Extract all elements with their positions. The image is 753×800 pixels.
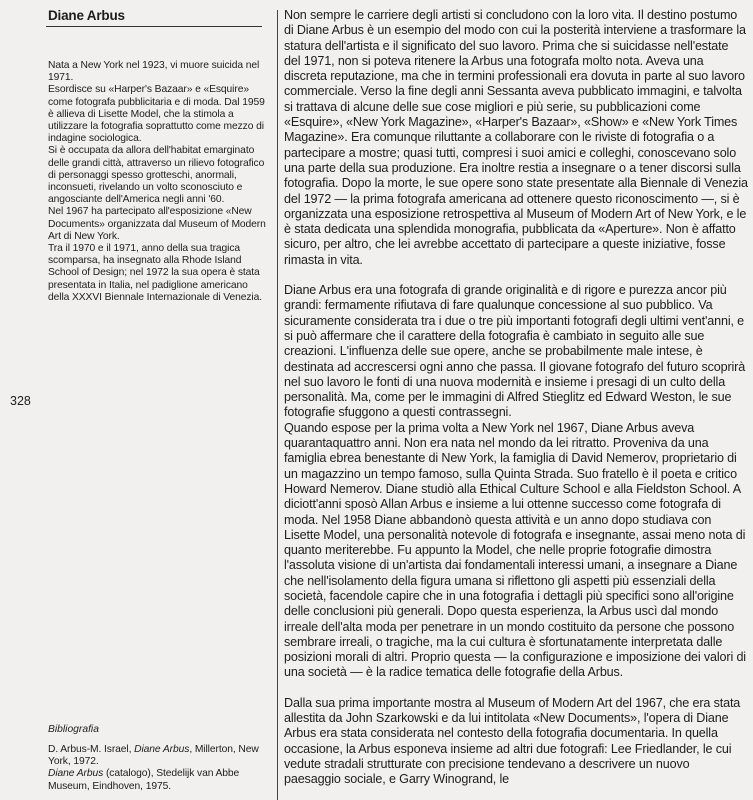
bibliography-list <box>48 744 270 793</box>
bibliography-entry-suffix: (catalogo), Stedelijk van Abbe Museum, Eindhoven, 1975. <box>48 768 240 792</box>
bibliography-entry-suffix: , Millerton, New York, 1972. <box>48 744 259 768</box>
biography-paragraph: Nel 1967 ha partecipato all'esposizione «New Documents» organizzata dal Museum of Modern Art di New York. <box>48 206 266 242</box>
bibliography-entry <box>48 768 270 792</box>
bibliography-entry-title: Diane Arbus <box>134 744 190 755</box>
biography-paragraph: Si è occupata da allora dell'habitat emarginato delle grandi città, attraverso un rilievo fotografico di personaggi spesso grotteschi, anormali, inconsueti, rivelando un volto sconosciuto e angosciante dell'America negli anni '60. <box>48 145 265 206</box>
bibliography-entry-title: Diane Arbus <box>48 768 104 780</box>
biography-paragraph: Nata a New York nel 1923, vi muore suicida nel 1971. <box>48 60 260 84</box>
biography-paragraph: Esordisce su «Harper's Bazaar» e «Esquire» come fotografa pubblicitaria e di moda. Dal 1959 è allieva di Lisette Model, che la stimola a utilizzare la fotografia soprattutto come mezzo di indagine sociologica. <box>48 84 265 145</box>
artist-name-title: Diane Arbus <box>48 8 125 23</box>
page-number: 328 <box>10 394 31 408</box>
title-underline <box>46 26 262 27</box>
column-divider <box>277 10 278 800</box>
bibliography-entry <box>48 744 270 768</box>
main-paragraph: Diane Arbus era una fotografa di grande originalità e di rigore e purezza ancor più grandi: fermamente rifiutava di fare qualunque concessione al suo pubblico. Va sicuramente considerata tra i due o tre più importanti fotografi degli ultimi vent'anni, e si può affermare che il carattere della fotografia è cambiato in seguito alle sue creazioni. L'influenza delle sue opere, anche se probabilmente male intese, è destinata ad accrescersi ogni anno che passa. Il giovane fotografo del futuro scoprirà nel suo lavoro le fonti di una nuova modernità e insieme i presagi di un culto della personalità. Ma, come per le immagini di Alfred Stieglitz ed Edward Weston, le sue fotografie sfuggono a questi contrassegni. <box>284 283 746 420</box>
biography-paragraph: Tra il 1970 e il 1971, anno della sua tragica scomparsa, ha insegnato alla Rhode Island School of Design; nel 1972 la sua opera è stata presentata in Italia, nel padiglione americano della XXXVI Biennale Internazionale di Venezia. <box>48 243 262 303</box>
main-paragraph: Non sempre le carriere degli artisti si concludono con la loro vita. Il destino postumo di Diane Arbus è un esempio del modo con cui la posterità interviene a trasformare la statura dell'artista e il significato del suo lavoro. Prima che si suicidasse nell'estate del 1971, non si poteva ritenere la Arbus una fotografa molto nota. Aveva una discreta reputazione, ma che in termini professionali era dovuta in parte al suo lavoro commerciale. Verso la fine degli anni Sessanta aveva pubblicato immagini, e talvolta si trattava di alcune delle sue cose migliori e più serie, su pubblicazioni come «Esquire», «New York Magazine», «Harper's Bazaar», «Show» e «New York Times Magazine». Era comunque riluttante a collaborare con le riviste di fotografia o a partecipare a mostre; quasi tutti, compresi i suoi amici e colleghi, conoscevano solo una parte della sua produzione. Era inoltre restia a insegnare o a tener discorsi sulla fotografia. Dopo la morte, le sue opere sono state presentate alla Biennale di Venezia del 1972 — la prima fotografa americana ad ottenere questo riconoscimento —, si è organizzata una esposizione retrospettiva al Museum of Modern Art of New York, e le è stata dedicata una splendida monografia, pubblicata da «Aperture». Non è affatto sicuro, per altro, che lei avrebbe accettato di partecipare a queste iniziative, fosse rimasta in vita. <box>284 8 748 267</box>
main-text-column <box>284 8 748 788</box>
main-paragraph: Dalla sua prima importante mostra al Museum of Modern Art del 1967, che era stata allestita da John Szarkowski e da lui intitolata «New Documents», l'opera di Diane Arbus era stata considerata nel contesto della fotografia documentaria. In quella occasione, la Arbus esponeva insieme ad altri due fotografi: Lee Friedlander, le cui vedute stradali strutturate con precisione tendevano a descrivere un nuovo paesaggio sociale, e Garry Winogrand, le <box>284 695 741 787</box>
biography-column <box>48 60 270 304</box>
bibliography-entry-prefix: D. Arbus-M. Israel, <box>48 744 135 755</box>
main-paragraph: Quando espose per la prima volta a New York nel 1967, Diane Arbus aveva quarantaquattro anni. Non era nata nel mondo da lei ritratto. Proveniva da una famiglia ebrea benestante di New York, la famiglia di David Nemerov, proprietario di un magazzino un tempo famoso, sulla Quinta Strada. Suo fratello è il poeta e critico Howard Nemerov. Diane studiò alla Ethical Culture School e alla Fieldston School. A diciott'anni sposò Allan Arbus e insieme a lui ottenne successo come fotografa di moda. Nel 1958 Diane abbandonò questa attività e un anno dopo studiava con Lisette Model, una personalità notevole di fotografa e insegnante, assai meno nota di quanto meriterebbe. Fu appunto la Model, che nelle proprie fotografie dimostra l'assoluta visione di un'artista dai fondamentali interessi umani, a insegnare a Diane che nell'isolamento della figura umana si riflettono gli aspetti più essenziali della società, facendole capire che in una fotografia i dettagli più specifici sono all'origine delle conclusioni più generali. Dopo questa esperienza, la Arbus uscì dal mondo irreale dell'alta moda per penetrare in un mondo costituito da persone che possono sembrare irreali, o tragiche, ma la cui cultura è sfortunatamente interpretata dalle posizioni morali di altri. Proprio questa — la configurazione e imposizione dei valori di una società — è la radice tematica delle fotografie della Arbus. <box>284 420 746 680</box>
bibliography-heading: Bibliografia <box>48 724 99 735</box>
